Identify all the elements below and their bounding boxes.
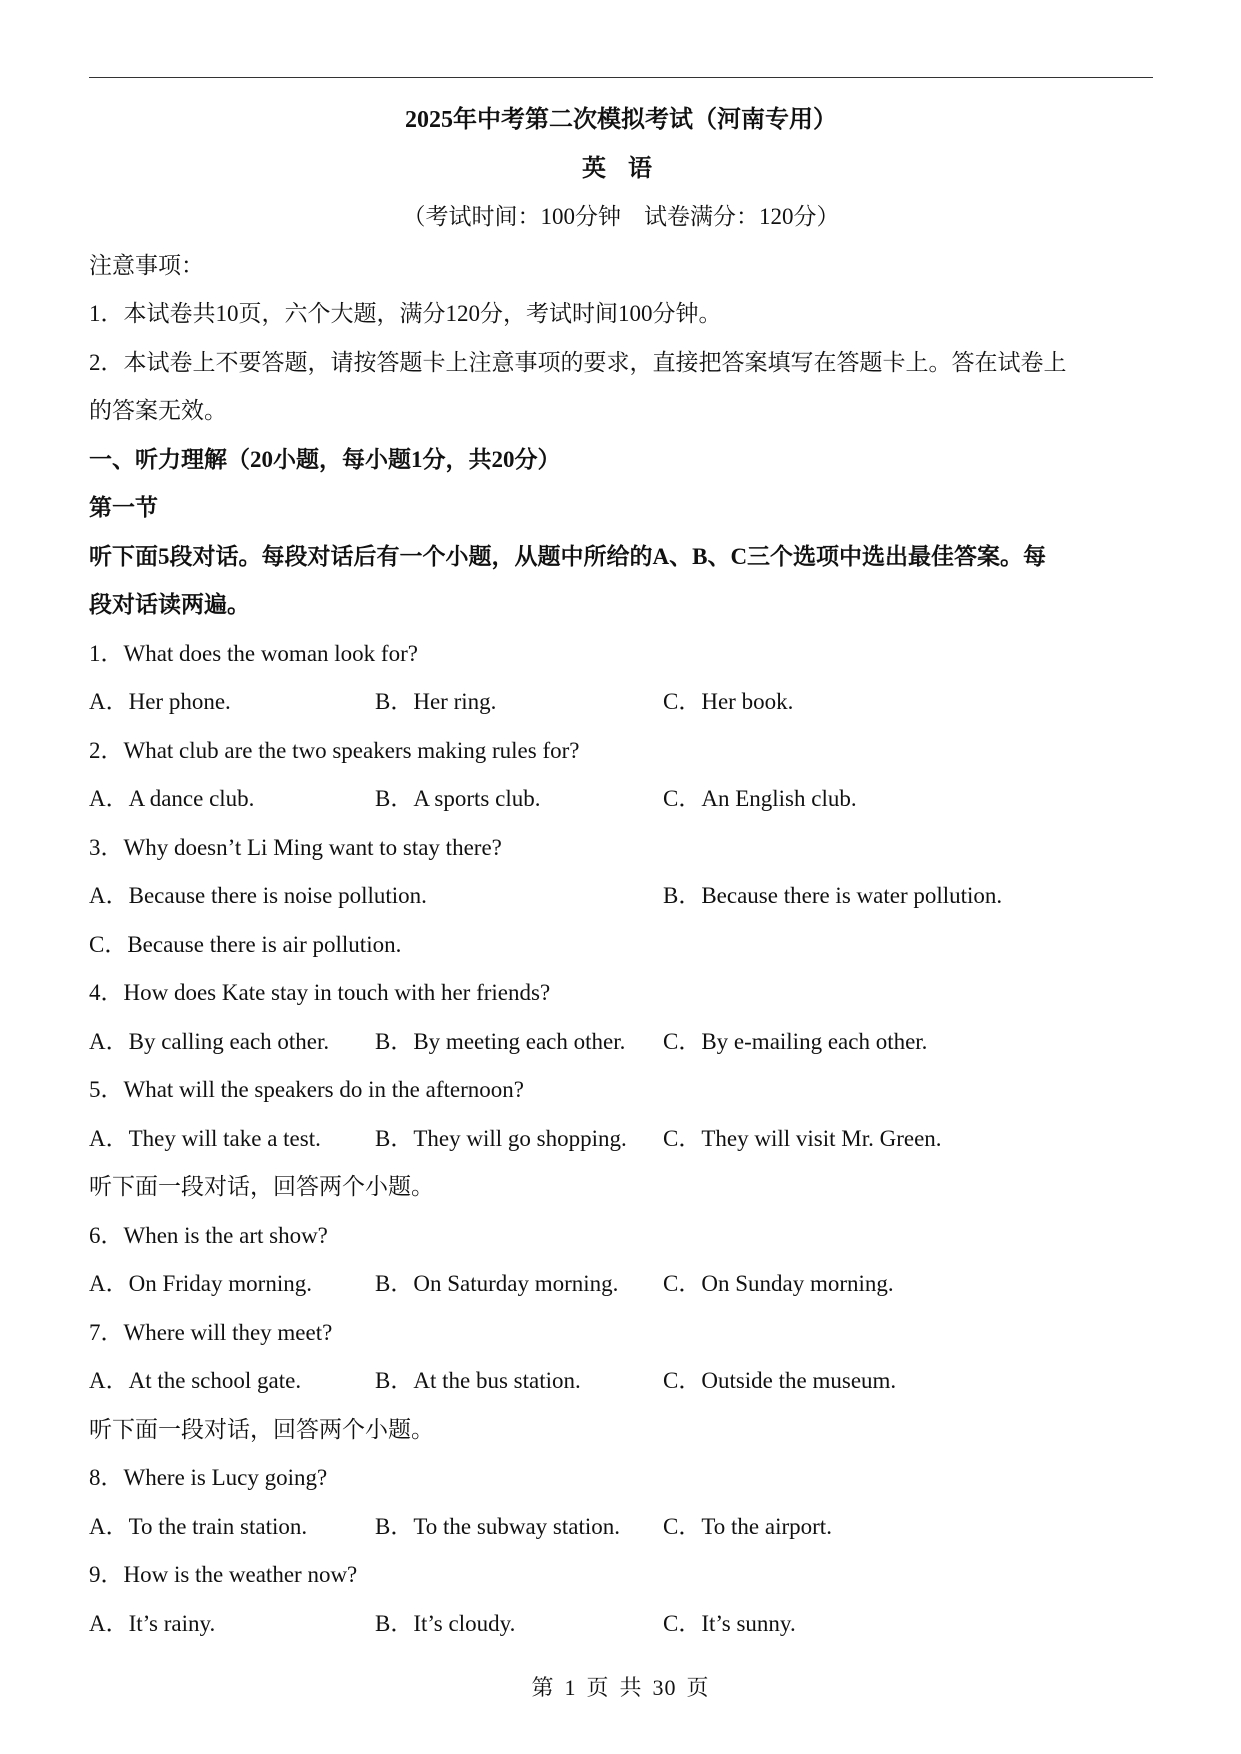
question-stem: 8．Where is Lucy going? [89, 1465, 328, 1490]
option-b: B．Her ring. [375, 689, 497, 714]
section-instruction: 听下面5段对话。每段对话后有一个小题，从题中所给的A、B、C三个选项中选出最佳答案。每 [89, 543, 1047, 569]
option-b: B．On Saturday morning. [375, 1271, 619, 1296]
question-stem: 4．How does Kate stay in touch with her friends? [89, 980, 551, 1005]
total-pages: 30 [652, 1675, 677, 1700]
subject-title: 英 语 [582, 155, 660, 182]
exam-info: （考试时间：100分钟 试卷满分：120分） [402, 204, 840, 229]
option-b: B．A sports club. [375, 786, 541, 811]
option-c: C．It’s sunny. [663, 1610, 796, 1636]
option-a: A．At the school gate. [89, 1368, 302, 1393]
question-stem: 9．How is the weather now? [89, 1562, 358, 1587]
option-c: C．Her book. [663, 689, 794, 714]
option-b: B．At the bus station. [375, 1368, 581, 1393]
option-c: C．They will visit Mr. Green. [663, 1125, 942, 1151]
notice-item-2-cont: 的答案无效。 [89, 398, 227, 423]
dialogue-intro: 听下面一段对话，回答两个小题。 [89, 1416, 434, 1442]
option-c: C．By e-mailing each other. [663, 1028, 928, 1054]
option-a: A．To the train station. [89, 1513, 308, 1539]
page-number: 1 [564, 1675, 577, 1700]
option-c: C．An English club. [663, 786, 857, 811]
section-heading: 一、听力理解（20小题，每小题1分，共20分） [89, 446, 561, 472]
option-a: A．Because there is noise pollution. [89, 883, 427, 908]
part-heading: 第一节 [89, 495, 158, 520]
option-a: A．They will take a test. [89, 1125, 321, 1151]
page-content [89, 96, 1153, 1648]
question-stem: 7．Where will they meet? [89, 1319, 333, 1345]
option-c: C．On Sunday morning. [663, 1271, 894, 1296]
question-stem: 6．When is the art show? [89, 1222, 328, 1248]
options-row [89, 1357, 1153, 1406]
option-b: B．Because there is water pollution. [663, 883, 1003, 908]
option-c: C．Outside the museum. [663, 1368, 897, 1393]
options-row [89, 1115, 1153, 1164]
footer-ye: 页 [586, 1675, 610, 1700]
question-stem: 3．Why doesn’t Li Ming want to stay there? [89, 834, 502, 860]
options-row [89, 1503, 1153, 1552]
options-row [89, 1260, 1153, 1309]
option-b: B．By meeting each other. [375, 1028, 626, 1054]
footer-di: 第 [531, 1675, 555, 1700]
options-row [89, 1600, 1153, 1649]
exam-title: 2025年中考第二次模拟考试（河南专用） [405, 107, 837, 133]
option-a: A．On Friday morning. [89, 1271, 312, 1296]
option-c: C．Because there is air pollution. [89, 931, 402, 957]
options-row [89, 921, 1153, 970]
dialogue-intro: 听下面一段对话，回答两个小题。 [89, 1174, 434, 1199]
notice-item-1: 1．本试卷共10页，六个大题，满分120分，考试时间100分钟。 [89, 301, 722, 326]
question-stem: 2．What club are the two speakers making rules for? [89, 737, 580, 763]
option-a: A．It’s rainy. [89, 1610, 216, 1636]
option-c: C．To the airport. [663, 1513, 832, 1539]
header-rule [89, 77, 1153, 78]
option-b: B．They will go shopping. [375, 1125, 627, 1151]
question-stem: 1．What does the woman look for? [89, 640, 418, 666]
page-footer [0, 1673, 1241, 1703]
options-row [89, 872, 1153, 921]
option-a: A．Her phone. [89, 689, 231, 714]
option-a: A．A dance club. [89, 786, 255, 811]
footer-gong: 共 [619, 1675, 643, 1700]
footer-ye-2: 页 [686, 1675, 710, 1700]
notice-item-2: 2．本试卷上不要答题，请按答题卡上注意事项的要求，直接把答案填写在答题卡上。答在试卷上 [89, 349, 1067, 375]
options-row [89, 1018, 1153, 1067]
question-stem: 5．What will the speakers do in the afternoon? [89, 1077, 524, 1102]
option-a: A．By calling each other. [89, 1028, 330, 1054]
options-row [89, 775, 1153, 824]
option-b: B．It’s cloudy. [375, 1610, 516, 1636]
section-instruction-cont: 段对话读两遍。 [89, 592, 250, 617]
option-b: B．To the subway station. [375, 1513, 620, 1539]
notice-heading: 注意事项： [89, 252, 204, 278]
options-row [89, 678, 1153, 727]
